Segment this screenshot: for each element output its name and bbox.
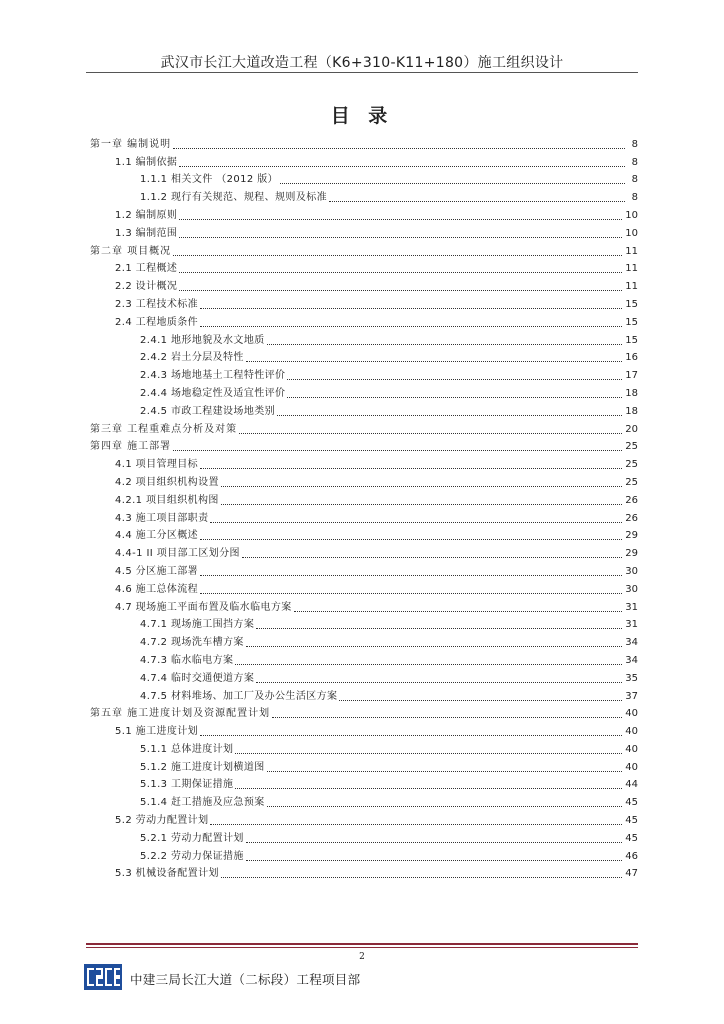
toc-entry-label[interactable]: 4.4-1 II 项目部工区划分图 [115, 548, 240, 560]
toc-entry-label[interactable]: 4.7 现场施工平面布置及临水临电方案 [115, 601, 292, 613]
toc-entry-page[interactable]: 31 [625, 601, 638, 613]
toc-entry-page[interactable]: 10 [625, 227, 638, 239]
toc-entry-label[interactable]: 1.2 编制原则 [115, 209, 178, 221]
toc-dot-leader [280, 183, 625, 184]
toc-dot-leader [267, 344, 623, 345]
toc-dot-leader [294, 611, 623, 612]
toc-entry-page[interactable]: 45 [625, 815, 638, 827]
toc-entry-page[interactable]: 18 [625, 387, 638, 399]
toc-entry[interactable] [90, 614, 638, 632]
toc-dot-leader [221, 877, 622, 878]
toc-entry-page[interactable]: 11 [625, 263, 638, 275]
toc-entry-label[interactable]: 4.2 项目组织机构设置 [115, 476, 219, 488]
toc-entry-page[interactable]: 37 [625, 690, 638, 702]
page-number: 2 [359, 952, 365, 962]
toc-entry-label[interactable]: 2.4.5 市政工程建设场地类别 [140, 405, 276, 417]
toc-entry[interactable] [90, 791, 638, 809]
header-rule [86, 72, 638, 73]
toc-dot-leader [246, 842, 622, 843]
toc-entry-label[interactable]: 1.3 编制范围 [115, 227, 178, 239]
toc-entry[interactable] [90, 133, 638, 151]
toc-dot-leader [210, 824, 622, 825]
toc-entry-page[interactable]: 29 [625, 530, 638, 542]
toc-dot-leader [221, 504, 622, 505]
toc-entry[interactable] [90, 525, 638, 543]
toc-dot-leader [267, 806, 623, 807]
toc-dot-leader [287, 397, 622, 398]
toc-entry-label[interactable]: 1.1.1 相关文件 （2012 版） [140, 174, 279, 186]
toc-entry-label[interactable]: 1.1 编制依据 [115, 156, 178, 168]
toc-entry[interactable] [90, 436, 638, 454]
toc-entry-page[interactable]: 8 [631, 138, 638, 150]
toc-entry[interactable] [90, 293, 638, 311]
toc-entry-page[interactable]: 26 [625, 494, 638, 506]
toc-entry[interactable] [90, 560, 638, 578]
toc-entry-label[interactable]: 2.4.1 地形地貌及水文地质 [140, 334, 265, 346]
toc-entry[interactable] [90, 400, 638, 418]
toc-dot-leader [179, 219, 622, 220]
toc-entry[interactable] [90, 222, 638, 240]
toc-entry-page[interactable]: 11 [625, 281, 638, 293]
toc-dot-leader [200, 539, 622, 540]
toc-dot-leader [329, 201, 625, 202]
toc-entry[interactable] [90, 453, 638, 471]
toc-entry[interactable] [90, 809, 638, 827]
toc-entry[interactable] [90, 275, 638, 293]
toc-entry[interactable] [90, 542, 638, 560]
toc-entry-page[interactable]: 15 [625, 316, 638, 328]
toc-entry[interactable] [90, 329, 638, 347]
toc-entry-label[interactable]: 2.4.3 场地地基土工程特性评价 [140, 370, 286, 382]
toc-dot-leader [200, 468, 622, 469]
toc-dot-leader [246, 860, 622, 861]
toc-entry[interactable] [90, 258, 638, 276]
toc-dot-leader [173, 148, 625, 149]
toc-dot-leader [235, 753, 622, 754]
toc-entry-page[interactable]: 45 [625, 797, 638, 809]
toc-entry-page[interactable]: 34 [625, 654, 638, 666]
toc-entry-label[interactable]: 4.1 项目管理目标 [115, 459, 199, 471]
toc-dot-leader [239, 433, 622, 434]
toc-entry[interactable] [90, 311, 638, 329]
toc-entry-label[interactable]: 5.3 机械设备配置计划 [115, 868, 219, 880]
toc-dot-leader [287, 379, 622, 380]
toc-entry-label[interactable]: 4.7.2 现场洗车槽方案 [140, 637, 244, 649]
toc-dot-leader [235, 788, 622, 789]
toc-entry-label[interactable]: 4.2.1 项目组织机构图 [115, 494, 219, 506]
toc-entry[interactable] [90, 827, 638, 845]
toc-entry[interactable] [90, 578, 638, 596]
toc-entry-label[interactable]: 5.2 劳动力配置计划 [115, 815, 209, 827]
toc-dot-leader [272, 717, 622, 718]
toc-entry-page[interactable]: 46 [625, 850, 638, 862]
toc-entry-page[interactable]: 11 [625, 245, 638, 257]
toc-entry-label[interactable]: 2.3 工程技术标准 [115, 298, 199, 310]
toc-entry-label[interactable]: 5.1.3 工期保证措施 [140, 779, 234, 791]
toc-entry-page[interactable]: 40 [625, 761, 638, 773]
toc-entry[interactable] [90, 631, 638, 649]
toc-entry[interactable] [90, 418, 638, 436]
toc-entry-page[interactable]: 8 [631, 174, 638, 186]
toc-entry[interactable] [90, 347, 638, 365]
toc-entry-page[interactable]: 29 [625, 548, 638, 560]
toc-entry-page[interactable]: 30 [625, 565, 638, 577]
toc-entry[interactable] [90, 756, 638, 774]
toc-entry-label[interactable]: 第一章 编制说明 [90, 138, 172, 150]
toc-entry-page[interactable]: 16 [625, 352, 638, 364]
toc-entry-label[interactable]: 2.2 设计概况 [115, 281, 178, 293]
toc-dot-leader [173, 450, 622, 451]
toc-entry-label[interactable]: 4.7.3 临水临电方案 [140, 654, 234, 666]
toc-entry-page[interactable]: 18 [625, 405, 638, 417]
toc-dot-leader [179, 272, 622, 273]
cscec-logo-icon [84, 964, 122, 990]
toc-entry-label[interactable]: 1.1.2 现行有关规范、规程、规则及标准 [140, 192, 328, 204]
toc-dot-leader [200, 735, 622, 736]
toc-dot-leader [200, 593, 622, 594]
toc-dot-leader [179, 166, 625, 167]
toc-entry-page[interactable]: 40 [625, 726, 638, 738]
toc-entry-page[interactable]: 47 [625, 868, 638, 880]
toc-dot-leader [210, 522, 622, 523]
toc-dot-leader [179, 290, 622, 291]
toc-entry-page[interactable]: 25 [625, 476, 638, 488]
toc-entry-page[interactable]: 8 [631, 156, 638, 168]
toc-entry[interactable] [90, 507, 638, 525]
toc-dot-leader [242, 557, 622, 558]
toc-entry-label[interactable]: 5.2.1 劳动力配置计划 [140, 832, 244, 844]
toc-entry[interactable] [90, 204, 638, 222]
toc-dot-leader [179, 237, 622, 238]
toc-entry-label[interactable]: 4.7.1 现场施工围挡方案 [140, 619, 255, 631]
toc-entry-page[interactable]: 10 [625, 209, 638, 221]
toc-dot-leader [256, 628, 622, 629]
toc-entry[interactable] [90, 489, 638, 507]
toc-entry-page[interactable]: 40 [625, 743, 638, 755]
toc-entry-label[interactable]: 2.1 工程概述 [115, 263, 178, 275]
toc-entry[interactable] [90, 703, 638, 721]
toc-dot-leader [221, 486, 622, 487]
toc-entry[interactable] [90, 738, 638, 756]
toc-entry-label[interactable]: 4.5 分区施工部署 [115, 565, 199, 577]
toc-entry[interactable] [90, 240, 638, 258]
toc-entry[interactable] [90, 382, 638, 400]
toc-entry-label[interactable]: 5.1.1 总体进度计划 [140, 743, 234, 755]
toc-entry-label[interactable]: 5.2.2 劳动力保证措施 [140, 850, 244, 862]
toc-dot-leader [339, 700, 622, 701]
toc-entry[interactable] [90, 596, 638, 614]
toc-entry-page[interactable]: 35 [625, 672, 638, 684]
toc-dot-leader [200, 575, 622, 576]
toc-entry-page[interactable]: 8 [631, 192, 638, 204]
toc-dot-leader [235, 664, 622, 665]
toc-entry-page[interactable]: 25 [625, 459, 638, 471]
toc-dot-leader [267, 771, 623, 772]
footer-rule-thick [86, 943, 638, 945]
toc-entry-label[interactable]: 第二章 项目概况 [90, 245, 172, 257]
toc-entry-label[interactable]: 2.4 工程地质条件 [115, 316, 199, 328]
toc-entry-page[interactable]: 34 [625, 637, 638, 649]
toc-entry-label[interactable]: 第四章 施工部署 [90, 441, 172, 453]
toc-entry[interactable] [90, 667, 638, 685]
toc-entry[interactable] [90, 169, 638, 187]
toc-dot-leader [256, 682, 622, 683]
toc-entry-label[interactable]: 4.4 施工分区概述 [115, 530, 199, 542]
toc-dot-leader [173, 255, 622, 256]
toc-entry-page[interactable]: 31 [625, 619, 638, 631]
toc-entry[interactable] [90, 685, 638, 703]
toc-dot-leader [246, 646, 622, 647]
toc-entry-label[interactable]: 5.1 施工进度计划 [115, 726, 199, 738]
toc-entry-label[interactable]: 2.4.2 岩土分层及特性 [140, 352, 244, 364]
footer-company-name: 中建三局长江大道（二标段）工程项目部 [130, 972, 361, 987]
toc-entry[interactable] [90, 720, 638, 738]
footer-rule-thin [86, 947, 638, 948]
toc-entry-label[interactable]: 4.7.5 材料堆场、加工厂及办公生活区方案 [140, 690, 338, 702]
toc-entry-page[interactable]: 30 [625, 583, 638, 595]
toc-title: 目 录 [330, 105, 394, 127]
toc-entry-label[interactable]: 2.4.4 场地稳定性及适宜性评价 [140, 387, 286, 399]
toc-entry-page[interactable]: 45 [625, 832, 638, 844]
toc-entry-page[interactable]: 40 [625, 708, 638, 720]
toc-entry-page[interactable]: 15 [625, 298, 638, 310]
toc-entry-label[interactable]: 4.7.4 临时交通便道方案 [140, 672, 255, 684]
toc-entry[interactable] [90, 863, 638, 881]
toc-entry-label[interactable]: 4.3 施工项目部职责 [115, 512, 209, 524]
toc-entry[interactable] [90, 186, 638, 204]
toc-entry-label[interactable]: 4.6 施工总体流程 [115, 583, 199, 595]
toc-entry[interactable] [90, 774, 638, 792]
table-of-contents [90, 133, 638, 880]
toc-entry[interactable] [90, 364, 638, 382]
toc-entry-label[interactable]: 5.1.4 赶工措施及应急预案 [140, 797, 265, 809]
toc-dot-leader [200, 308, 622, 309]
toc-entry-page[interactable]: 26 [625, 512, 638, 524]
toc-entry-page[interactable]: 25 [625, 441, 638, 453]
toc-dot-leader [200, 326, 622, 327]
toc-entry-page[interactable]: 20 [625, 423, 638, 435]
toc-entry[interactable] [90, 845, 638, 863]
toc-entry-page[interactable]: 17 [625, 370, 638, 382]
toc-entry[interactable] [90, 649, 638, 667]
toc-entry-label[interactable]: 第三章 工程重难点分析及对策 [90, 423, 238, 435]
toc-entry[interactable] [90, 471, 638, 489]
document-header-title: 武汉市长江大道改造工程（K6+310-K11+180）施工组织设计 [160, 55, 564, 71]
toc-dot-leader [277, 415, 622, 416]
toc-entry-page[interactable]: 15 [625, 334, 638, 346]
toc-dot-leader [246, 361, 622, 362]
toc-entry-label[interactable]: 5.1.2 施工进度计划横道图 [140, 761, 265, 773]
toc-entry-label[interactable]: 第五章 施工进度计划及资源配置计划 [90, 708, 271, 720]
toc-entry[interactable] [90, 151, 638, 169]
toc-entry-page[interactable]: 44 [625, 779, 638, 791]
